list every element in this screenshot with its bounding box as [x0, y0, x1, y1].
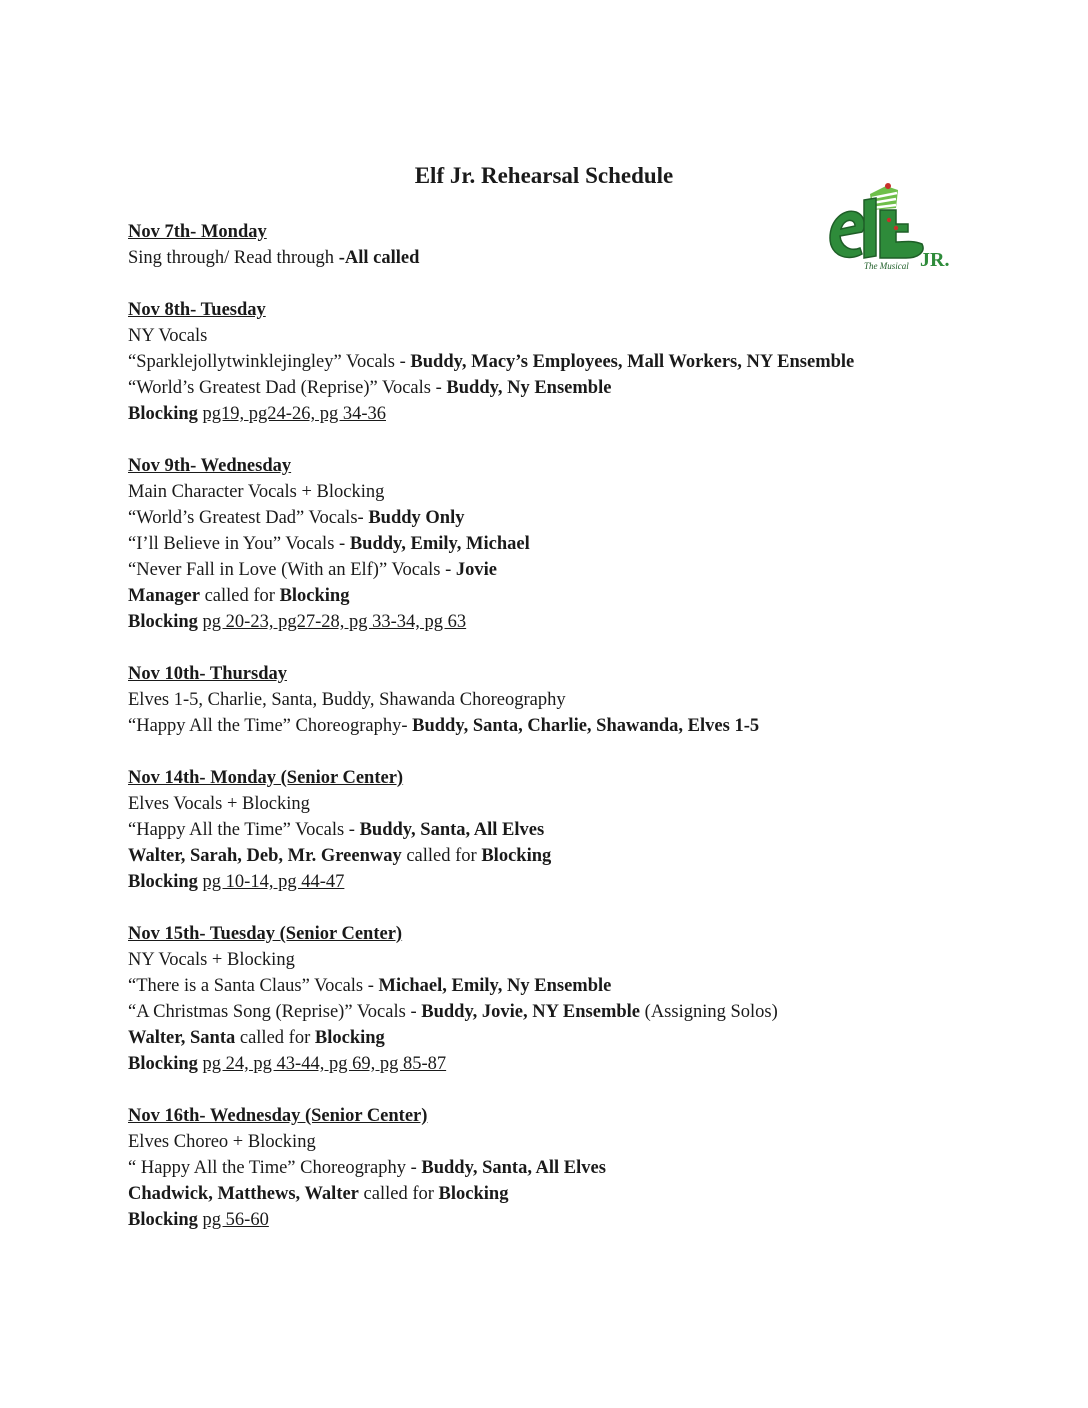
text-segment: “Sparklejollytwinklejingley” Vocals -: [128, 352, 411, 372]
bold-text: Buddy, Santa, All Elves: [359, 820, 545, 840]
schedule-day-section: [128, 1103, 1028, 1233]
text-segment: NY Vocals: [128, 326, 208, 346]
schedule-day-section: [128, 219, 1028, 271]
page-range: pg 20-23, pg27-28, pg 33-34, pg 63: [202, 612, 467, 632]
day-heading: Nov 14th- Monday (Senior Center): [128, 768, 404, 788]
text-segment: Elves 1-5, Charlie, Santa, Buddy, Shawanda Choreography: [128, 690, 566, 710]
schedule-line: [128, 1025, 1028, 1051]
text-segment: called for: [358, 1184, 439, 1204]
text-segment: Main Character Vocals + Blocking: [128, 482, 385, 502]
bold-text: Walter, Santa: [128, 1028, 236, 1048]
day-heading: Nov 7th- Monday: [128, 222, 267, 242]
bold-text: Manager: [128, 586, 200, 606]
bold-text: Walter, Sarah, Deb, Mr. Greenway: [128, 846, 402, 866]
schedule-line: [128, 583, 1028, 609]
bold-text: Buddy, Ny Ensemble: [446, 378, 612, 398]
text-segment: “Never Fall in Love (With an Elf)” Vocals -: [128, 560, 456, 580]
bold-text: Buddy, Emily, Michael: [349, 534, 530, 554]
text-segment: “A Christmas Song (Reprise)” Vocals -: [128, 1002, 422, 1022]
schedule-day-section: [128, 453, 1028, 635]
bold-text: Jovie: [455, 560, 497, 580]
bold-text: Blocking: [438, 1184, 509, 1204]
schedule-line: [128, 817, 1028, 843]
text-segment: “Happy All the Time” Vocals -: [128, 820, 360, 840]
schedule-line: [128, 713, 1028, 739]
page-range: pg 56-60: [202, 1210, 269, 1230]
schedule-line: [128, 245, 1028, 271]
text-segment: “World’s Greatest Dad” Vocals-: [128, 508, 369, 528]
schedule-day-section: [128, 921, 1028, 1077]
text-segment: Sing through/ Read through: [128, 248, 339, 268]
schedule-line: [128, 375, 1028, 401]
bold-text: Buddy Only: [368, 508, 465, 528]
schedule-line: [128, 1051, 1028, 1077]
schedule-line: [128, 999, 1028, 1025]
schedule-line: [128, 1155, 1028, 1181]
text-segment: “Happy All the Time” Choreography-: [128, 716, 413, 736]
schedule-line: [128, 401, 1028, 427]
text-segment: called for: [235, 1028, 315, 1048]
schedule-line: [128, 687, 1028, 713]
schedule-line: [128, 1207, 1028, 1233]
day-heading: Nov 15th- Tuesday (Senior Center): [128, 924, 403, 944]
text-segment: (Assigning Solos): [640, 1002, 778, 1022]
bold-text: Blocking: [128, 1054, 198, 1074]
day-heading: Nov 8th- Tuesday: [128, 300, 266, 320]
bold-text: Blocking: [128, 1210, 198, 1230]
schedule-list: [128, 219, 1028, 1259]
schedule-line: [128, 973, 1028, 999]
schedule-line: [128, 349, 1028, 375]
bold-text: Michael, Emily, Ny Ensemble: [378, 976, 612, 996]
bold-text: Blocking: [481, 846, 552, 866]
text-segment: called for: [199, 586, 280, 606]
text-segment: Elves Vocals + Blocking: [128, 794, 310, 814]
schedule-line: [128, 479, 1028, 505]
bold-text: -All called: [338, 248, 420, 268]
day-heading: Nov 9th- Wednesday: [128, 456, 292, 476]
page-range: pg 24, pg 43-44, pg 69, pg 85-87: [202, 1054, 447, 1074]
logo-jr-text: JR.: [920, 249, 950, 271]
text-segment: Elves Choreo + Blocking: [128, 1132, 316, 1152]
schedule-line: [128, 609, 1028, 635]
bold-text: Blocking: [128, 404, 198, 424]
text-segment: “I’ll Believe in You” Vocals -: [128, 534, 350, 554]
bold-text: Blocking: [128, 872, 198, 892]
text-segment: NY Vocals + Blocking: [128, 950, 295, 970]
bold-text: Buddy, Jovie, NY Ensemble: [421, 1002, 641, 1022]
bold-text: Buddy, Santa, Charlie, Shawanda, Elves 1-5: [412, 716, 760, 736]
schedule-line: [128, 843, 1028, 869]
schedule-line: [128, 1181, 1028, 1207]
schedule-day-section: [128, 297, 1028, 427]
text-segment: “World’s Greatest Dad (Reprise)” Vocals -: [128, 378, 447, 398]
schedule-line: [128, 531, 1028, 557]
schedule-line: [128, 869, 1028, 895]
text-segment: called for: [401, 846, 482, 866]
logo-subtitle-text: The Musical: [864, 261, 909, 271]
text-segment: “ Happy All the Time” Choreography -: [128, 1158, 422, 1178]
page-title: Elf Jr. Rehearsal Schedule: [414, 163, 674, 188]
schedule-line: [128, 557, 1028, 583]
schedule-line: [128, 791, 1028, 817]
schedule-line: [128, 323, 1028, 349]
schedule-day-section: [128, 661, 1028, 739]
bold-text: Blocking: [314, 1028, 385, 1048]
bold-text: Chadwick, Matthews, Walter: [128, 1184, 359, 1204]
schedule-line: [128, 1129, 1028, 1155]
page-range: pg 10-14, pg 44-47: [202, 872, 345, 892]
day-heading: Nov 10th- Thursday: [128, 664, 288, 684]
bold-text: Blocking: [279, 586, 350, 606]
schedule-line: [128, 505, 1028, 531]
day-heading: Nov 16th- Wednesday (Senior Center): [128, 1106, 428, 1126]
schedule-line: [128, 947, 1028, 973]
bold-text: Buddy, Macy’s Employees, Mall Workers, NY Ensemble: [410, 352, 855, 372]
page-range: pg19, pg24-26, pg 34-36: [202, 404, 386, 424]
bold-text: Buddy, Santa, All Elves: [421, 1158, 606, 1178]
bold-text: Blocking: [128, 612, 198, 632]
schedule-day-section: [128, 765, 1028, 895]
text-segment: “There is a Santa Claus” Vocals -: [128, 976, 379, 996]
